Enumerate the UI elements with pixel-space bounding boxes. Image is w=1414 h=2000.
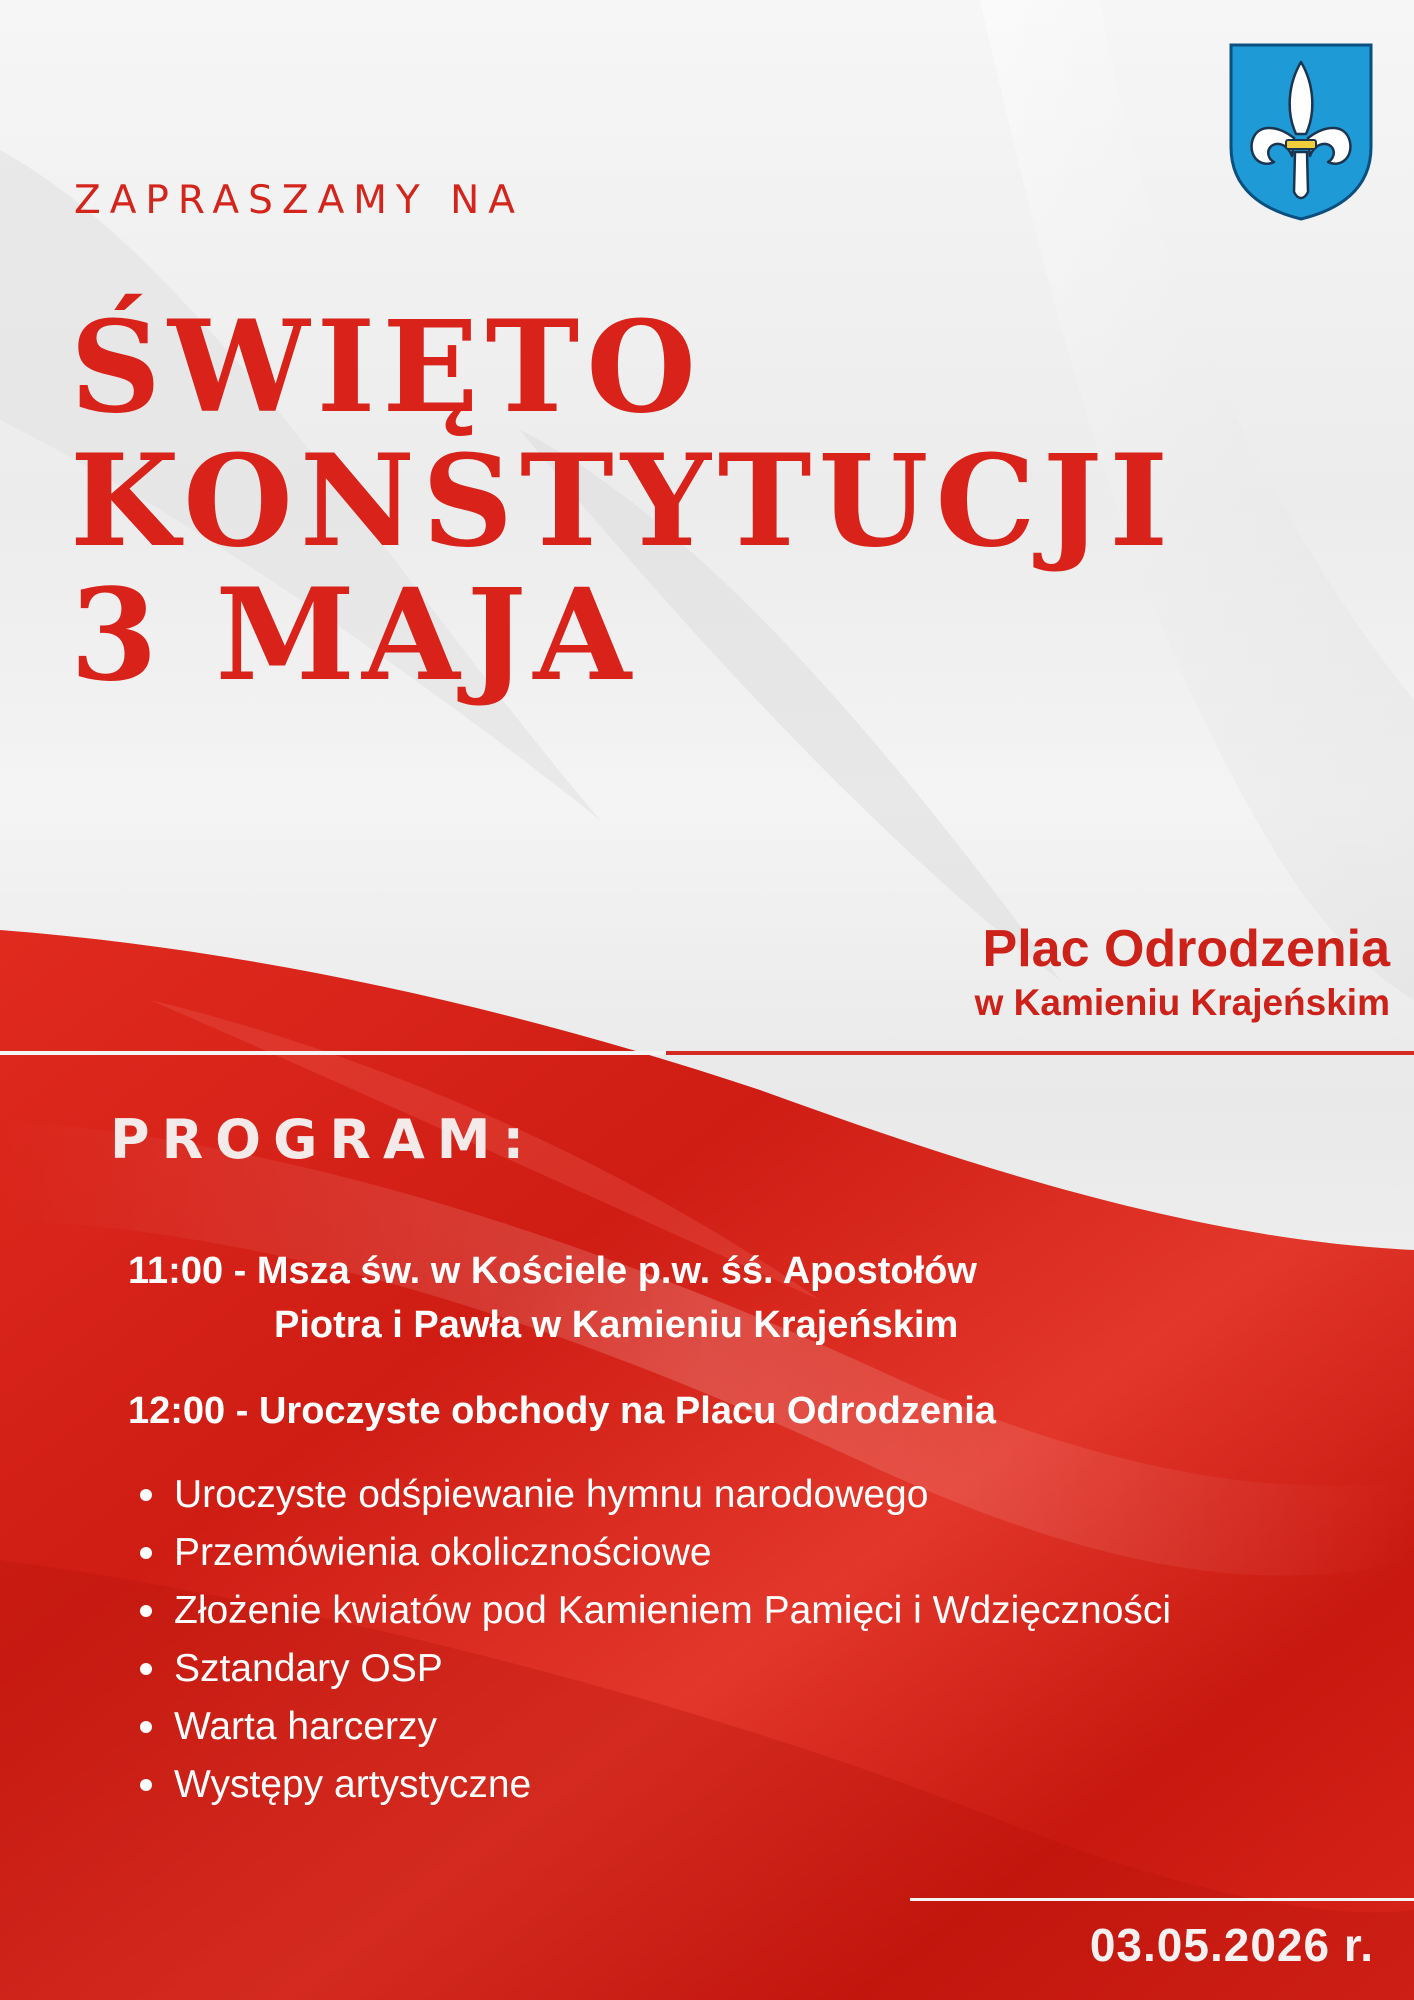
coat-of-arms-icon xyxy=(1228,42,1374,222)
event-title-line-1: ŚWIĘTO xyxy=(70,293,703,441)
list-item xyxy=(136,1698,1171,1756)
list-item xyxy=(136,1582,1171,1640)
activity-list xyxy=(136,1466,1171,1814)
bullet-icon xyxy=(140,1721,152,1733)
invitation-line: ZAPRASZAMY NA xyxy=(74,178,524,223)
event-title-line-3: 3 MAJA xyxy=(70,561,639,709)
bullet-icon xyxy=(140,1489,152,1501)
bullet-icon xyxy=(140,1547,152,1559)
activity-label: Przemówienia okolicznościowe xyxy=(174,1531,712,1574)
event-date: 03.05.2026 r. xyxy=(1089,1919,1374,1971)
activity-label: Warta harcerzy xyxy=(174,1705,437,1748)
activity-label: Złożenie kwiatów pod Kamieniem Pamięci i Wdzięczności xyxy=(174,1589,1172,1632)
venue-block xyxy=(975,918,1390,1026)
bullet-icon xyxy=(140,1779,152,1791)
list-item xyxy=(136,1524,1171,1582)
date-divider xyxy=(910,1898,1414,1901)
event-title-line-2: KONSTYTUCJI xyxy=(70,427,1176,575)
schedule-item-line: Piotra i Pawła w Kamieniu Krajeńskim xyxy=(274,1304,959,1346)
venue-name: Plac Odrodzenia xyxy=(982,920,1390,978)
schedule-item-mass xyxy=(128,1244,1388,1352)
activity-label: Sztandary OSP xyxy=(174,1647,443,1690)
program-heading: PROGRAM: xyxy=(110,1108,537,1171)
list-item xyxy=(136,1466,1171,1524)
event-title xyxy=(70,293,1330,709)
schedule-item-celebration xyxy=(128,1384,1388,1438)
venue-town: w Kamieniu Krajeńskim xyxy=(974,982,1390,1023)
activity-label: Uroczyste odśpiewanie hymnu narodowego xyxy=(174,1473,929,1516)
divider-red xyxy=(666,1051,1414,1055)
bullet-icon xyxy=(140,1605,152,1617)
schedule xyxy=(128,1244,1388,1438)
list-item xyxy=(136,1640,1171,1698)
list-item xyxy=(136,1756,1171,1814)
activity-label: Występy artystyczne xyxy=(174,1763,532,1806)
schedule-item-line: 12:00 - Uroczyste obchody na Placu Odrodzenia xyxy=(128,1390,996,1432)
schedule-item-line: 11:00 - Msza św. w Kościele p.w. śś. Apostołów xyxy=(128,1250,977,1292)
divider-white xyxy=(0,1051,666,1055)
bullet-icon xyxy=(140,1663,152,1675)
